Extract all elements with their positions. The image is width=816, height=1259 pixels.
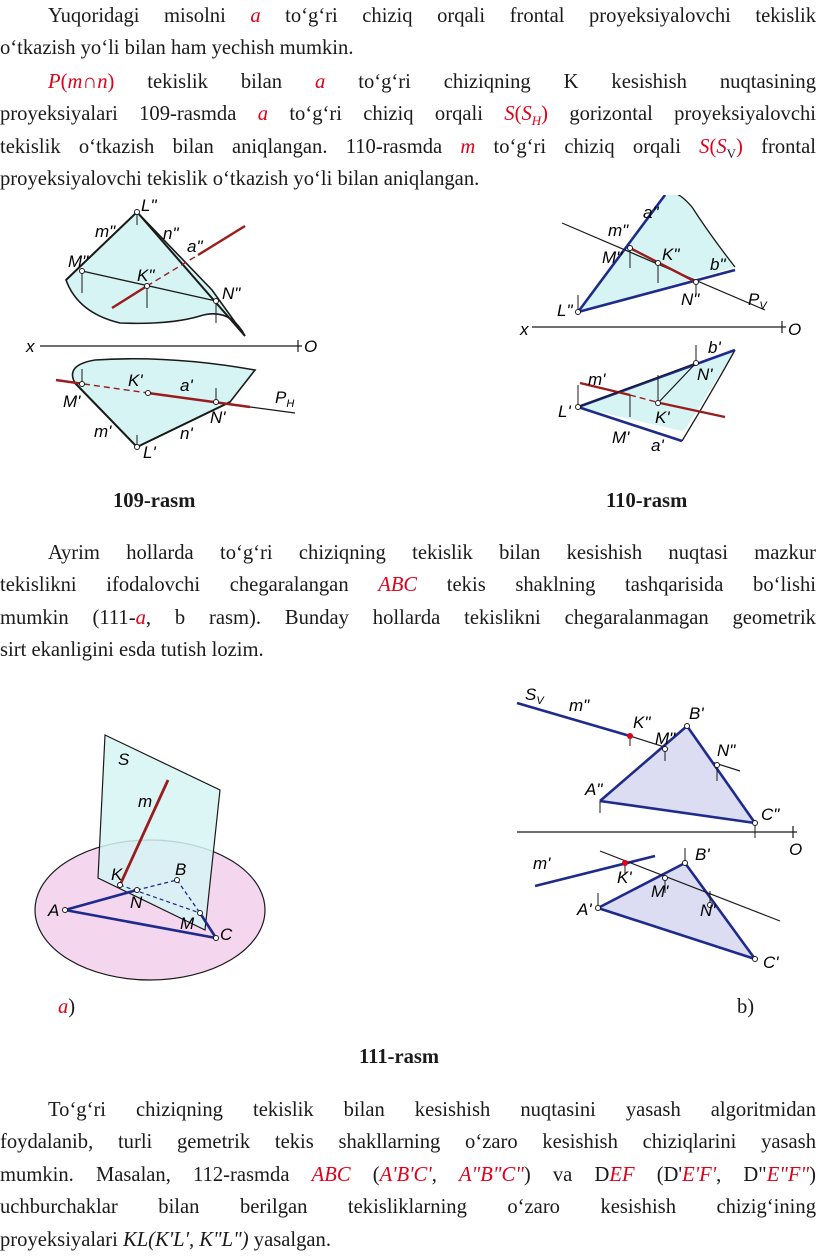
label-Sv: $S_V$ [525, 685, 544, 707]
p1-line-2: o‘tkazish yo‘li bilan ham yechish mumkin. [0, 37, 354, 60]
label-n1: n' [180, 424, 193, 443]
label-K2: K" [633, 713, 651, 732]
label-A: A [48, 901, 60, 920]
p2-line-2: proyeksiyalari 109-rasmda a to‘g‘ri chiziq orqali $S(S_H)$ gorizontal proyeksiyalovchi [0, 103, 816, 129]
paragraph-2 [0, 66, 816, 196]
label-O: O [788, 320, 802, 339]
label-x: x [26, 337, 35, 356]
figure-111b [505, 683, 816, 983]
label-A1: A' [577, 900, 592, 919]
p4-line-3: mumkin. Masalan, 112-rasmda ABC (A'B'C', A"B"C") va DEF (D'E'F', D"E"F") [0, 1163, 816, 1186]
caption-110: 110-rasm [606, 490, 688, 512]
label-L2: L" [557, 301, 573, 320]
label-M1: M' [651, 882, 669, 901]
label-m1: m' [533, 854, 551, 873]
label-A2: A" [585, 780, 603, 799]
label-C: C [220, 925, 233, 944]
figure-110 [510, 195, 816, 460]
label-b2: b" [710, 255, 726, 274]
figure-109 [20, 195, 340, 470]
label-m1: m' [94, 422, 112, 441]
label-Pv: $P_V$ [748, 290, 767, 312]
label-PH: $P_H$ [275, 388, 295, 410]
label-m2: m" [608, 221, 629, 240]
figure-111a [20, 730, 320, 990]
label-O: O [789, 840, 803, 859]
label-L1: L' [558, 402, 571, 421]
label-N2: N" [681, 290, 700, 309]
p4-line-5: proyeksiyalari KL(K'L', K"L") yasalgan. [0, 1228, 331, 1251]
label-N1: N' [210, 408, 226, 427]
label-a1: a' [180, 376, 193, 395]
label-K1: K' [128, 371, 143, 390]
label-m: m [138, 792, 153, 811]
p4-line-1: To‘g‘ri chiziqning tekislik bilan kesishish nuqtasini yasash algoritmidan [48, 1099, 816, 1121]
label-M1: M' [612, 428, 630, 447]
label-N2: N" [222, 284, 241, 303]
label-B1: B' [695, 845, 710, 864]
p2-line-4: proyeksiyalovchi tekislik o‘tkazish yo‘li bilan aniqlangan. [0, 168, 480, 191]
label-C2: C" [761, 805, 780, 824]
label-C1: C' [763, 953, 779, 972]
label-K1: K' [617, 868, 632, 887]
label-a2: a" [187, 237, 203, 256]
label-M2: M" [602, 248, 623, 267]
label-m2: m" [95, 222, 116, 241]
label-N: N [130, 893, 143, 912]
paragraph-1 [0, 0, 816, 65]
label-b1: b' [708, 338, 721, 357]
paragraph-4 [0, 1094, 816, 1256]
label-m1: m' [588, 370, 606, 389]
caption-111: 111-rasm [359, 1046, 440, 1068]
label-K: K [111, 865, 123, 884]
p3-line-1: Ayrim hollarda to‘g‘ri chiziqning tekislik bilan kesishish nuqtasi mazkur [48, 542, 816, 564]
label-N2: N" [717, 741, 736, 760]
label-M: M [180, 914, 195, 933]
label-N1: N' [700, 901, 716, 920]
label-M2: M" [655, 729, 676, 748]
label-B: B [175, 860, 187, 879]
p1-line-1: Yuqoridagi misolni a to‘g‘ri chiziq orqali frontal proyeksiyalovchi tekislik [48, 5, 816, 27]
label-L2: L" [141, 196, 157, 215]
p3-line-4: sirt ekanligini esda tutish lozim. [0, 639, 264, 662]
sub-label-a: a) [58, 996, 76, 1018]
label-n2: n" [163, 224, 179, 243]
label-a2: a" [643, 203, 659, 222]
label-K2: K" [137, 266, 155, 285]
label-M2: M" [68, 252, 89, 271]
label-L1: L' [143, 443, 156, 462]
label-M1: M' [63, 392, 81, 411]
p2-line-3: tekislik o‘tkazish bilan aniqlangan. 110-rasmda m to‘g‘ri chiziq orqali $S(S_V)$ frontal [0, 135, 816, 161]
p2-line-1: P(m∩n) tekislik bilan a to‘g‘ri chiziqning K kesishish nuqtasining [48, 71, 816, 93]
p4-line-4: uchburchaklar bilan berilgan tekisliklarning o‘zaro kesishish chizig‘ining [0, 1196, 816, 1219]
paragraph-3 [0, 537, 816, 667]
label-O: O [304, 337, 318, 356]
label-B2: B' [689, 704, 704, 723]
label-x: x [520, 320, 529, 339]
p4-line-2: foydalanib, turli gemetrik tekis shakllarning o‘zaro kesishish chiziqlarini yasash [0, 1131, 816, 1154]
p3-line-2: tekislikni ifodalovchi chegaralangan ABC tekis shaklning tashqarisida bo‘lishi [0, 574, 816, 597]
label-K1: K' [655, 408, 670, 427]
p3-line-3: mumkin (111-a, b rasm). Bunday hollarda tekislikni chegaralanmagan geometrik [0, 606, 816, 629]
label-S: S [118, 750, 130, 769]
caption-109: 109-rasm [113, 490, 196, 512]
label-a1: a' [651, 436, 664, 455]
label-m2: m" [569, 696, 590, 715]
sub-label-b: b) [737, 996, 755, 1018]
label-K2: K" [662, 245, 680, 264]
label-N1: N' [697, 365, 713, 384]
